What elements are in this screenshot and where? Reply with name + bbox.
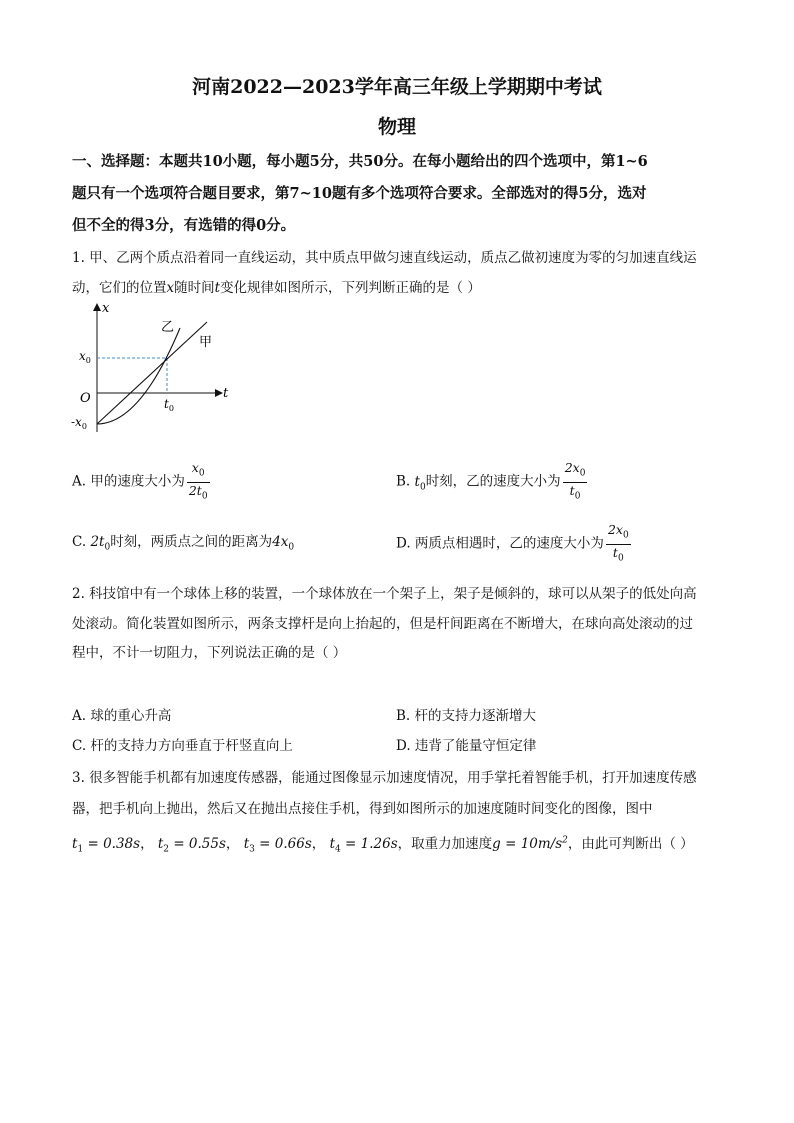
q1-option-a[interactable] [72, 460, 212, 504]
q3-stem-line3: $t_1 = 0.38s$， $t_2 = 0.55s$， $t_3 = 0.66s$， $t_4 = 1.26s$，取重力加速度$g = 10m/s^2$，由此可判断出（ ） [72, 835, 694, 855]
q2-option-b[interactable]: B. 杆的支持力逐渐增大 [396, 708, 537, 724]
q1-option-d[interactable] [396, 522, 633, 566]
graph-t0-label: $t_0$ [164, 397, 174, 413]
q1-option-a-fraction: $\frac{x_0}{2t_0}$ [188, 460, 208, 501]
q3-stem-tail: ，由此可判断出（ ） [567, 836, 694, 852]
graph-origin-label: O [80, 391, 91, 406]
q3-t4: $t_4 = 1.26s$ [329, 836, 398, 855]
q1-position-time-graph [70, 298, 240, 438]
q1-option-c-value: $4x_0$ [272, 534, 295, 553]
q1-option-b-prefix: B. [396, 473, 411, 490]
q2-option-c[interactable]: C. 杆的支持力方向垂直于杆竖直向上 [72, 738, 293, 754]
section-instruction-line2: 题只有一个选项符合题目要求，第7~10题有多个选项符合要求。全部选对的得5分，选对 [72, 185, 647, 202]
q2-option-a[interactable]: A. 球的重心升高 [72, 708, 172, 724]
q2-stem-line2: 处滚动。简化装置如图所示，两条支撑杆是向上抬起的，但是杆间距离在不断增大，在球向高处滚动的过 [72, 616, 693, 632]
q2-stem-line3: 程中，不计一切阻力，下列说法正确的是（ ） [72, 645, 347, 661]
q1-var-t: t [214, 280, 221, 296]
subject-title: 物理 [377, 116, 416, 138]
section-instruction-line3: 但不全的得3分，有选错的得0分。 [72, 217, 296, 234]
q1-stem-line1: 1. 甲、乙两个质点沿着同一直线运动，其中质点甲做匀速直线运动，质点乙做初速度为零的匀加速直线运 [72, 250, 697, 266]
q3-gravity: $g = 10m/s^2$ [492, 835, 568, 852]
q1-option-b[interactable] [396, 460, 589, 504]
q1-option-c-text: 时刻，两质点之间的距离为 [110, 534, 273, 550]
page-title: 河南2022—2023学年高三年级上学期期中考试 [192, 76, 602, 98]
q1-stem-text-b: 随时间 [174, 280, 215, 296]
q2-stem-line1: 2. 科技馆中有一个球体上移的装置，一个球体放在一个架子上，架子是倾斜的，球可以从架子的低处向高 [72, 586, 697, 602]
line-jia [97, 322, 207, 424]
graph-label-x: x [102, 301, 110, 316]
q2-option-d[interactable]: D. 违背了能量守恒定律 [396, 738, 537, 754]
q1-option-c-prefix: C. [72, 534, 87, 550]
graph-neg-x0-label: $-x_0$ [71, 415, 87, 431]
q1-stem-text-a: 动，它们的位置 [72, 280, 167, 296]
q1-option-d-text: D. 两质点相遇时，乙的速度大小为 [396, 535, 604, 552]
graph-label-jia: 甲 [199, 335, 213, 350]
q3-t2: $t_2 = 0.55s$ [157, 836, 226, 855]
q1-stem-line2 [72, 276, 481, 296]
graph-label-yi: 乙 [161, 320, 175, 335]
q3-t3: $t_3 = 0.66s$ [243, 836, 312, 855]
section-instruction-line1: 一、选择题：本题共10小题，每小题5分，共50分。在每小题给出的四个选项中，第1~6 [72, 153, 648, 170]
q1-option-c-time: $2t_0$ [90, 534, 111, 553]
q1-option-b-fraction: $\frac{2x_0}{t_0}$ [564, 460, 586, 501]
q3-stem-line1: 3. 很多智能手机都有加速度传感器，能通过图像显示加速度情况，用手掌托着智能手机，打开加速度传感 [72, 770, 697, 786]
q1-option-b-time: $t_0$ [414, 473, 426, 493]
q1-option-c[interactable] [72, 530, 294, 553]
graph-x0-label: $x_0$ [79, 349, 91, 365]
q1-option-b-text: 时刻，乙的速度大小为 [425, 473, 561, 490]
graph-label-t: t [223, 386, 229, 401]
q3-t1: $t_1 = 0.38s$ [72, 836, 141, 855]
q1-stem-text-c: 变化规律如图所示，下列判断正确的是（ ） [220, 280, 481, 296]
q1-option-d-fraction: $\frac{2x_0}{t_0}$ [607, 522, 629, 563]
q3-stem-mid: ，取重力加速度 [397, 836, 493, 852]
q1-option-a-text: A. 甲的速度大小为 [72, 473, 185, 490]
q1-var-x: x [166, 280, 175, 296]
q3-stem-line2: 器，把手机向上抛出，然后又在抛出点接住手机，得到如图所示的加速度随时间变化的图像，图中 [72, 801, 653, 817]
